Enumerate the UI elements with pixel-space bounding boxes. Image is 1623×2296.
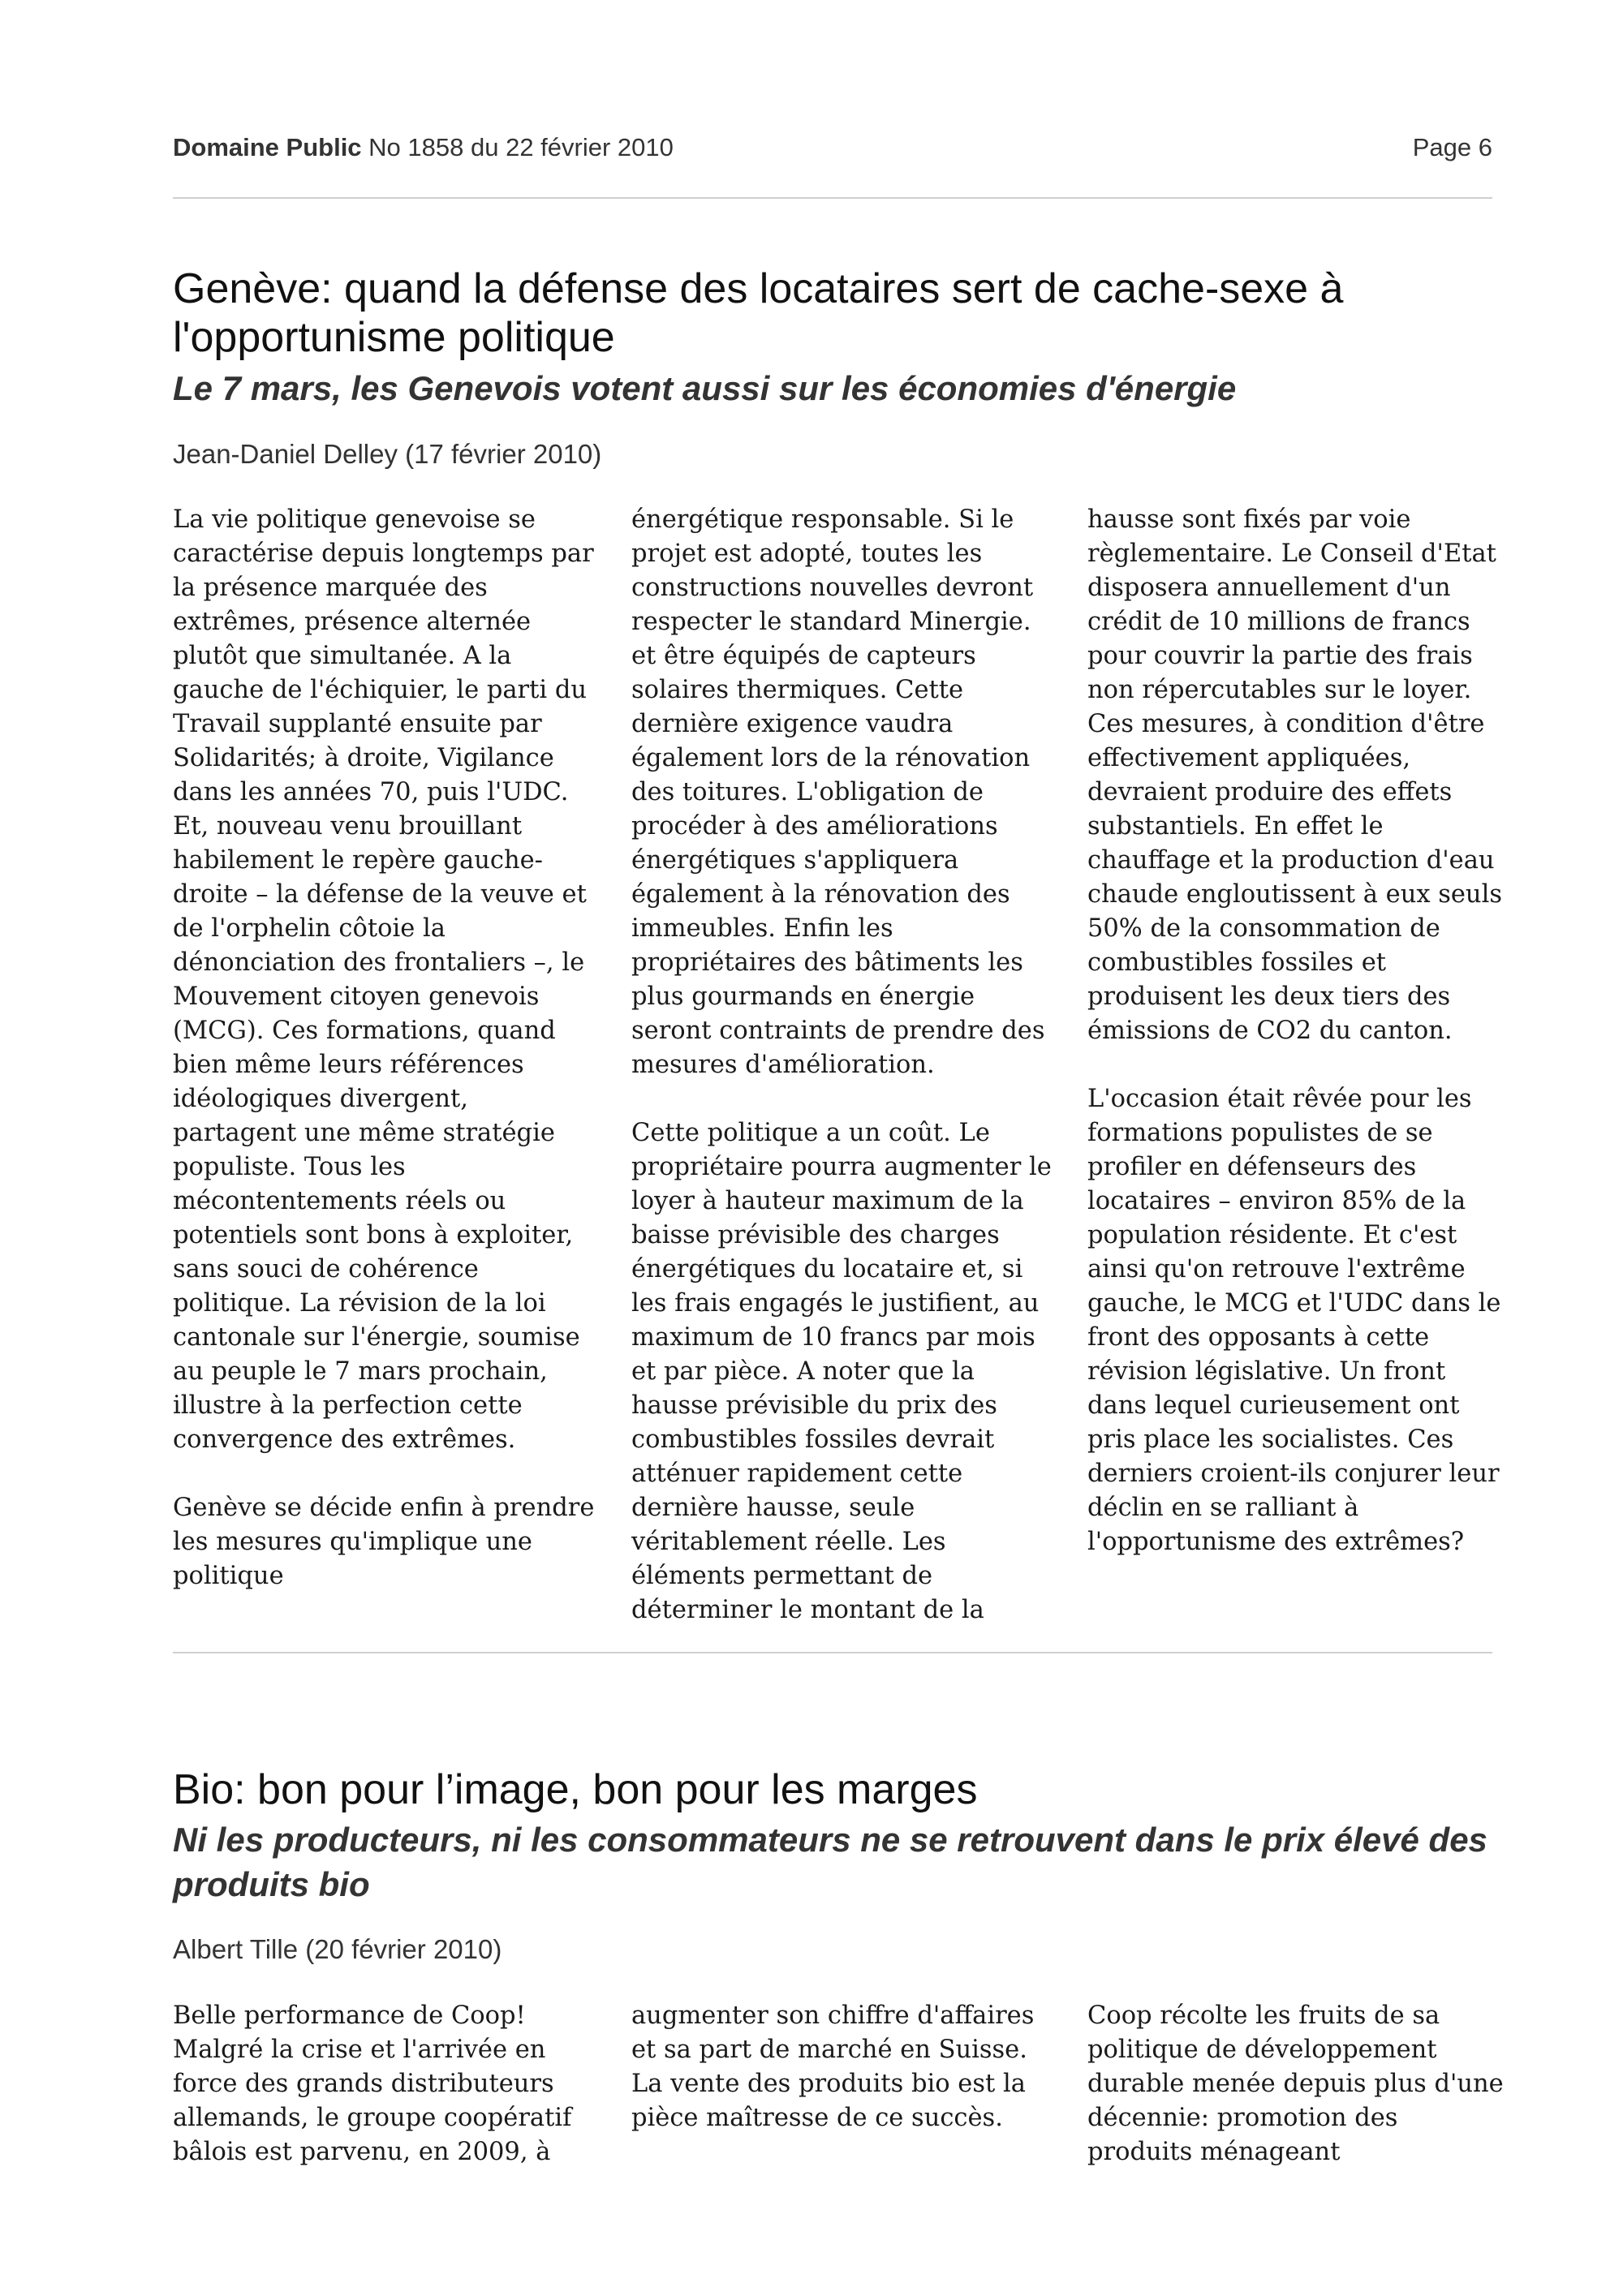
article-1-column-2: [631, 503, 1053, 1627]
article-2-column-2: [631, 1999, 1053, 2135]
article-1-column-1: [173, 503, 595, 1593]
article-1-byline: Jean-Daniel Delley (17 février 2010): [173, 439, 602, 469]
paragraph: L'occasion était rêvée pour les formations populistes de se profiler en défenseurs des locataires – environ 85% de la population résidente. Et c'est ainsi qu'on retrouve l'extrême gauche, le MCG et l'UDC dans le front des opposants à cette révision législative. Un front dans lequel curieusement ont pris place les socialistes. Ces derniers croient-ils conjurer leur déclin en se ralliant à l'opportunisme des extrêmes?: [1087, 1085, 1501, 1556]
article-1-column-3: [1087, 503, 1509, 1559]
article-2-title: Bio: bon pour l’image, bon pour les marges: [173, 1766, 978, 1813]
paragraph: augmenter son chiffre d'affaires et sa part de marché en Suisse. La vente des produits bio est la pièce maîtresse de ce succès.: [631, 2001, 1035, 2132]
article-2-subtitle: Ni les producteurs, ni les consommateurs ne se retrouvent dans le prix élevé des produits bio: [173, 1821, 1487, 1903]
running-header: [173, 133, 1492, 169]
article-1-body: [173, 503, 1502, 1624]
paragraph: hausse sont fixés par voie règlementaire. Le Conseil d'Etat disposera annuellement d'un crédit de 10 millions de francs pour couvrir la partie des frais non répercutables sur le loyer. Ces mesures, à condition d'être effectivement appliquées, devraient produire des effets substantiels. En effet le chauffage et la production d'eau chaude engloutissent à eux seuls 50% de la consommation de combustibles fossiles et produisent les deux tiers des émissions de CO2 du canton.: [1087, 505, 1502, 1045]
article-1-title: Genève: quand la défense des locataires sert de cache-sexe à l'opportunisme politique: [173, 265, 1344, 361]
paragraph: Coop récolte les fruits de sa politique de développement durable menée depuis plus d'une décennie: promotion des produits ménageant: [1087, 2001, 1504, 2166]
paragraph: Belle performance de Coop! Malgré la crise et l'arrivée en force des grands distributeurs allemands, le groupe coopératif bâlois est parvenu, en 2009, à: [173, 2001, 572, 2166]
article-2-byline: Albert Tille (20 février 2010): [173, 1934, 502, 1964]
paragraph: Cette politique a un coût. Le propriétaire pourra augmenter le loyer à hauteur maximum de la baisse prévisible des charges énergétiques du locataire et, si les frais engagés le justifient, au maximum de 10 francs par mois et par pièce. A noter que la hausse prévisible du prix des combustibles fossiles devrait atténuer rapidement cette dernière hausse, seule véritablement réelle. Les éléments permettant de déterminer le montant de la: [631, 1119, 1052, 1624]
paragraph: Genève se décide enfin à prendre les mesures qu'implique une politique: [173, 1494, 595, 1590]
page-number: Page 6: [1412, 133, 1492, 161]
header-divider: [173, 197, 1492, 199]
paragraph: La vie politique genevoise se caractérise depuis longtemps par la présence marquée des extrêmes, présence alternée plutôt que simultanée. A la gauche de l'échiquier, le parti du Travail supplanté ensuite par Solidarités; à droite, Vigilance dans les années 70, puis l'UDC. Et, nouveau venu brouillant habilement le repère gauche-droite – la défense de la veuve et de l'orphelin côtoie la dénonciation des frontaliers –, le Mouvement citoyen genevois (MCG). Ces formations, quand bien même leurs références idéologiques divergent, partagent une même stratégie populiste. Tous les mécontentements réels ou potentiels sont bons à exploiter, sans souci de cohérence politique. La révision de la loi cantonale sur l'énergie, soumise au peuple le 7 mars prochain, illustre à la perfection cette convergence des extrêmes.: [173, 505, 594, 1454]
article-2-column-3: [1087, 1999, 1509, 2169]
article-divider: [173, 1652, 1492, 1653]
paragraph: énergétique responsable. Si le projet est adopté, toutes les constructions nouvelles devront respecter le standard Minergie. et être équipés de capteurs solaires thermiques. Cette dernière exigence vaudra également lors de la rénovation des toitures. L'obligation de procéder à des améliorations énergétiques s'appliquera également à la rénovation des immeubles. Enfin les propriétaires des bâtiments les plus gourmands en énergie seront contraints de prendre des mesures d'amélioration.: [631, 505, 1045, 1079]
publication-name: Domaine Public: [173, 133, 362, 161]
article-2-body: [173, 1999, 1504, 2186]
article-2-column-1: [173, 1999, 595, 2169]
article-1-subtitle: Le 7 mars, les Genevois votent aussi sur les économies d'énergie: [173, 369, 1237, 407]
issue-info: No 1858 du 22 février 2010: [368, 133, 674, 161]
